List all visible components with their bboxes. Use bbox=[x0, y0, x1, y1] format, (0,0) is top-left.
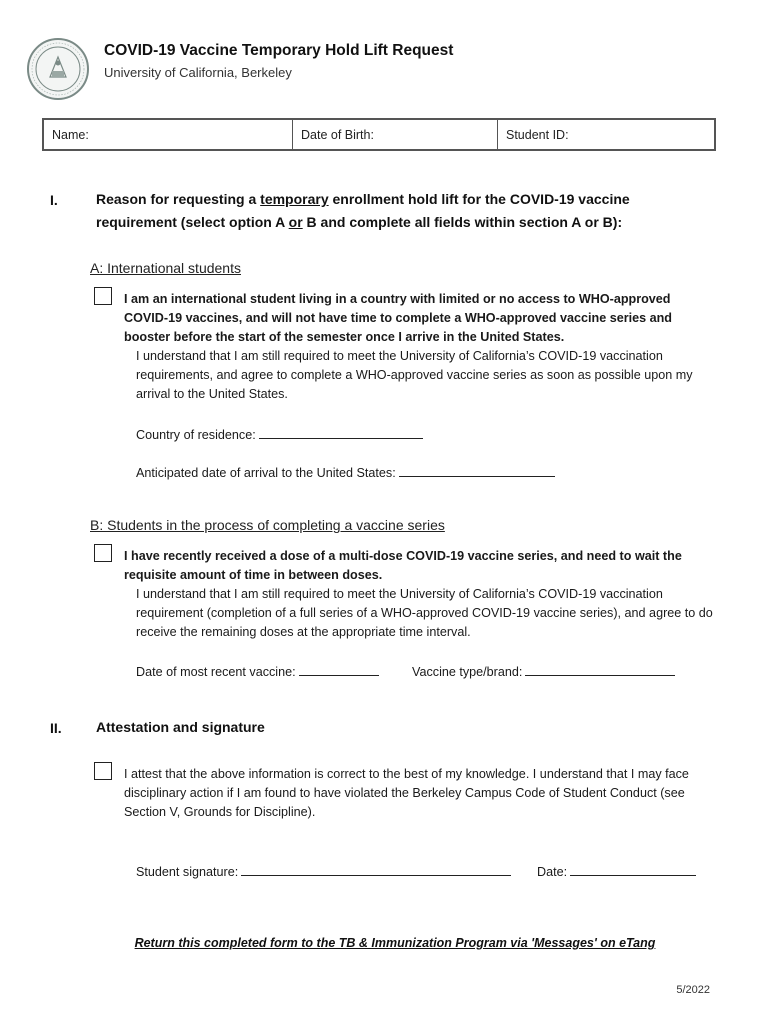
name-label: Name: bbox=[52, 128, 89, 142]
section-1-numeral: I. bbox=[50, 192, 58, 208]
dob-field[interactable] bbox=[293, 120, 498, 149]
option-b-body: I understand that I am still required to meet the University of California’s COVID-19 vaccination requirement (completion of a full series of a WHO-approved COVID-19 vaccine series), and agree to do receive the remaining doses at the appropriate time interval. bbox=[136, 587, 713, 640]
option-a-checkbox[interactable] bbox=[94, 287, 112, 305]
arrival-date-field: Anticipated date of arrival to the United States: bbox=[136, 463, 555, 480]
signature-date-field: Date: bbox=[537, 862, 696, 879]
option-a-title: A: International students bbox=[90, 260, 241, 276]
option-b-checkbox[interactable] bbox=[94, 544, 112, 562]
option-b-text: I have recently received a dose of a multi-dose COVID-19 vaccine series, and need to wait the requisite amount of time in between doses. bbox=[124, 549, 682, 583]
attestation-text: I attest that the above information is correct to the best of my knowledge. I understand that I may face disciplinary action if I am found to have violated the Berkeley Campus Code of Student Conduct (see Section V, Grounds for Discipline). bbox=[124, 767, 689, 820]
student-id-field[interactable] bbox=[498, 120, 714, 149]
vaccine-type-input[interactable] bbox=[525, 662, 675, 676]
university-seal bbox=[26, 37, 90, 101]
student-info-box bbox=[42, 118, 716, 151]
return-instructions: Return this completed form to the TB & Immunization Program via 'Messages' on eTang bbox=[134, 936, 656, 950]
vaccine-type-field: Vaccine type/brand: bbox=[412, 662, 675, 679]
name-field[interactable] bbox=[44, 120, 293, 149]
document-subtitle: University of California, Berkeley bbox=[104, 65, 292, 80]
form-version: 5/2022 bbox=[676, 984, 710, 996]
attestation-checkbox[interactable] bbox=[94, 762, 112, 780]
signature-field: Student signature: bbox=[136, 862, 511, 879]
arrival-date-input[interactable] bbox=[399, 463, 555, 477]
option-a-body: I understand that I am still required to meet the University of California’s COVID-19 vaccination requirements, and agree to complete a WHO-approved vaccine series as soon as possible upon my arrival to the United States. bbox=[136, 349, 693, 402]
signature-date-input[interactable] bbox=[570, 862, 696, 876]
section-1-heading: Reason for requesting a temporary enrollment hold lift for the COVID-19 vaccine requirement (select option A or B and complete all fields within section A or B): bbox=[96, 191, 630, 230]
recent-vaccine-input[interactable] bbox=[299, 662, 379, 676]
document-title: COVID-19 Vaccine Temporary Hold Lift Request bbox=[104, 42, 454, 59]
option-b-title: B: Students in the process of completing a vaccine series bbox=[90, 517, 445, 533]
country-residence-field: Country of residence: bbox=[136, 425, 423, 442]
student-id-label: Student ID: bbox=[506, 128, 569, 142]
section-2-heading: Attestation and signature bbox=[96, 719, 265, 735]
option-a-text: I am an international student living in a country with limited or no access to WHO-approved COVID-19 vaccines, and will not have time to complete a WHO-approved vaccine series and booster before the start of the semester once I arrive in the United States. bbox=[124, 292, 673, 345]
signature-input[interactable] bbox=[241, 862, 511, 876]
section-2-numeral: II. bbox=[50, 720, 62, 736]
country-residence-input[interactable] bbox=[259, 425, 423, 439]
recent-vaccine-field: Date of most recent vaccine: bbox=[136, 662, 379, 679]
dob-label: Date of Birth: bbox=[301, 128, 374, 142]
